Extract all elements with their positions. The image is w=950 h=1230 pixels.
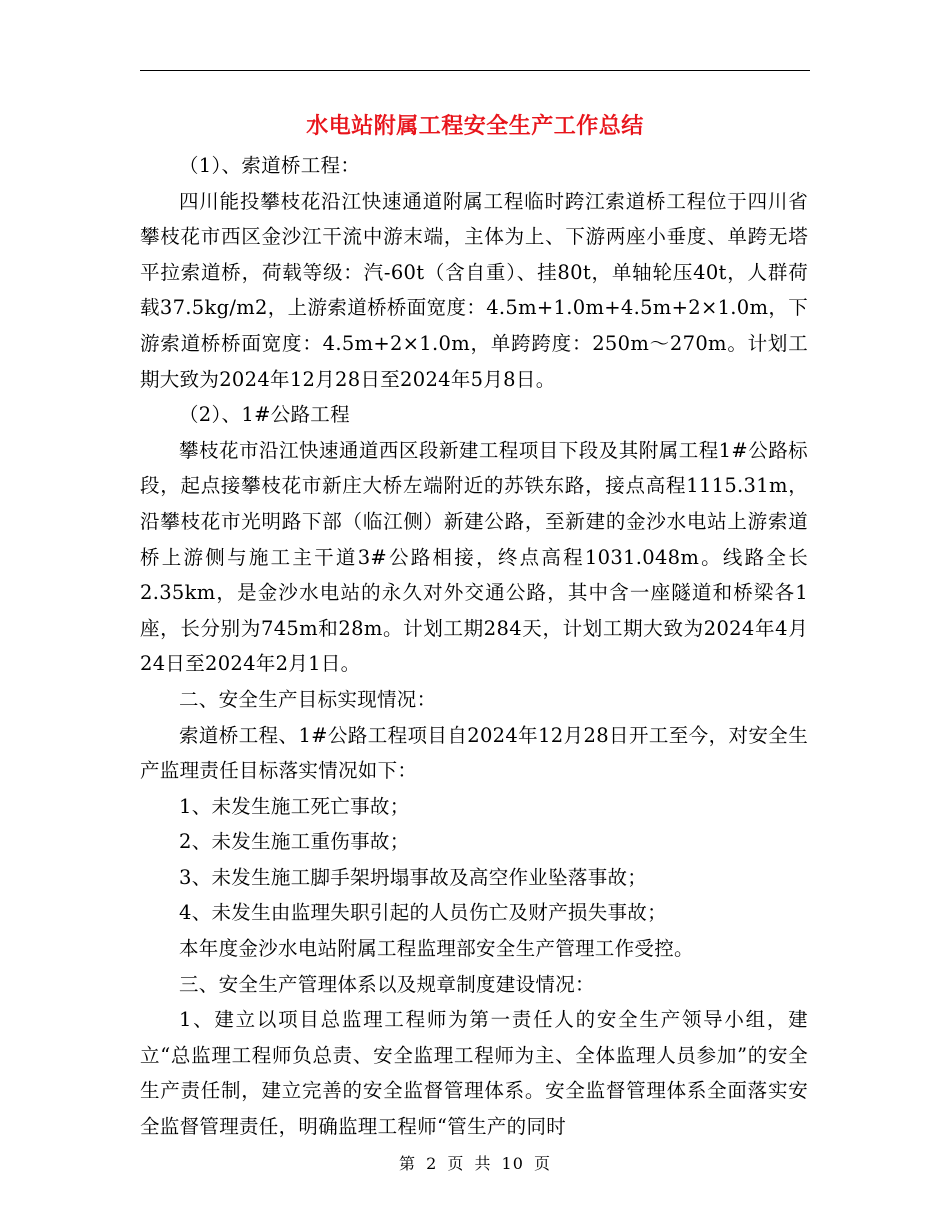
paragraph-safety-goals-intro: 索道桥工程、1#公路工程项目自2024年12月28日开工至今，对安全生产监理责任目标落实情况如下： xyxy=(140,723,808,783)
header-rule xyxy=(140,70,810,71)
list-item-goal-1: 1、未发生施工死亡事故； xyxy=(179,794,410,818)
document-title: 水电站附属工程安全生产工作总结 xyxy=(306,113,644,139)
page-number-footer: 第 2 页 共 10 页 xyxy=(399,1154,551,1173)
paragraph-cableway-description: 四川能投攀枝花沿江快速通道附属工程临时跨江索道桥工程位于四川省攀枝花市西区金沙江干流中游末端，主体为上、下游两座小垂度、单跨无塔平拉索道桥，荷载等级：汽-60t（含自重）、挂80t，单轴轮压40t，人群荷载37.5kg/m2，上游索道桥桥面宽度：4.5m+1.0m+4.5m+2×1.0m，下游索道桥桥面宽度：4.5m+2×1.0m，单跨跨度：250m～270m。计划工期大致为2024年12月28日至2024年5月8日。 xyxy=(140,189,808,391)
list-item-goal-3: 3、未发生施工脚手架坍塌事故及高空作业坠落事故； xyxy=(179,865,648,889)
paragraph-annual-summary: 本年度金沙水电站附属工程监理部安全生产管理工作受控。 xyxy=(179,937,694,961)
list-item-goal-4: 4、未发生由监理失职引起的人员伤亡及财产损失事故； xyxy=(179,901,667,925)
section-heading-road: （2）、1#公路工程 xyxy=(179,403,350,427)
section-heading-safety-goals: 二、安全生产目标实现情况： xyxy=(179,687,437,711)
section-heading-management-system: 三、安全生产管理体系以及规章制度建设情况： xyxy=(179,972,595,996)
paragraph-management-system: 1、建立以项目总监理工程师为第一责任人的安全生产领导小组，建立“总监理工程师负总责、安全监理工程师为主、全体监理人员参加”的安全生产责任制，建立完善的安全监督管理体系。安全监督管理体系全面落实安全监督管理责任，明确监理工程师“管生产的同时 xyxy=(140,1008,808,1139)
list-item-goal-2: 2、未发生施工重伤事故； xyxy=(179,830,410,854)
document-body xyxy=(140,148,808,1145)
paragraph-road-description: 攀枝花市沿江快速通道西区段新建工程项目下段及其附属工程1#公路标段，起点接攀枝花市新庄大桥左端附近的苏铁东路，接点高程1115.31m，沿攀枝花市光明路下部（临江侧）新建公路，至新建的金沙水电站上游索道桥上游侧与施工主干道3#公路相接，终点高程1031.048m。线路全长2.35km，是金沙水电站的永久对外交通公路，其中含一座隧道和桥梁各1座，长分别为745m和28m。计划工期284天，计划工期大致为2024年4月24日至2024年2月1日。 xyxy=(140,438,808,676)
section-heading-cableway: （1）、索道桥工程： xyxy=(179,154,361,177)
